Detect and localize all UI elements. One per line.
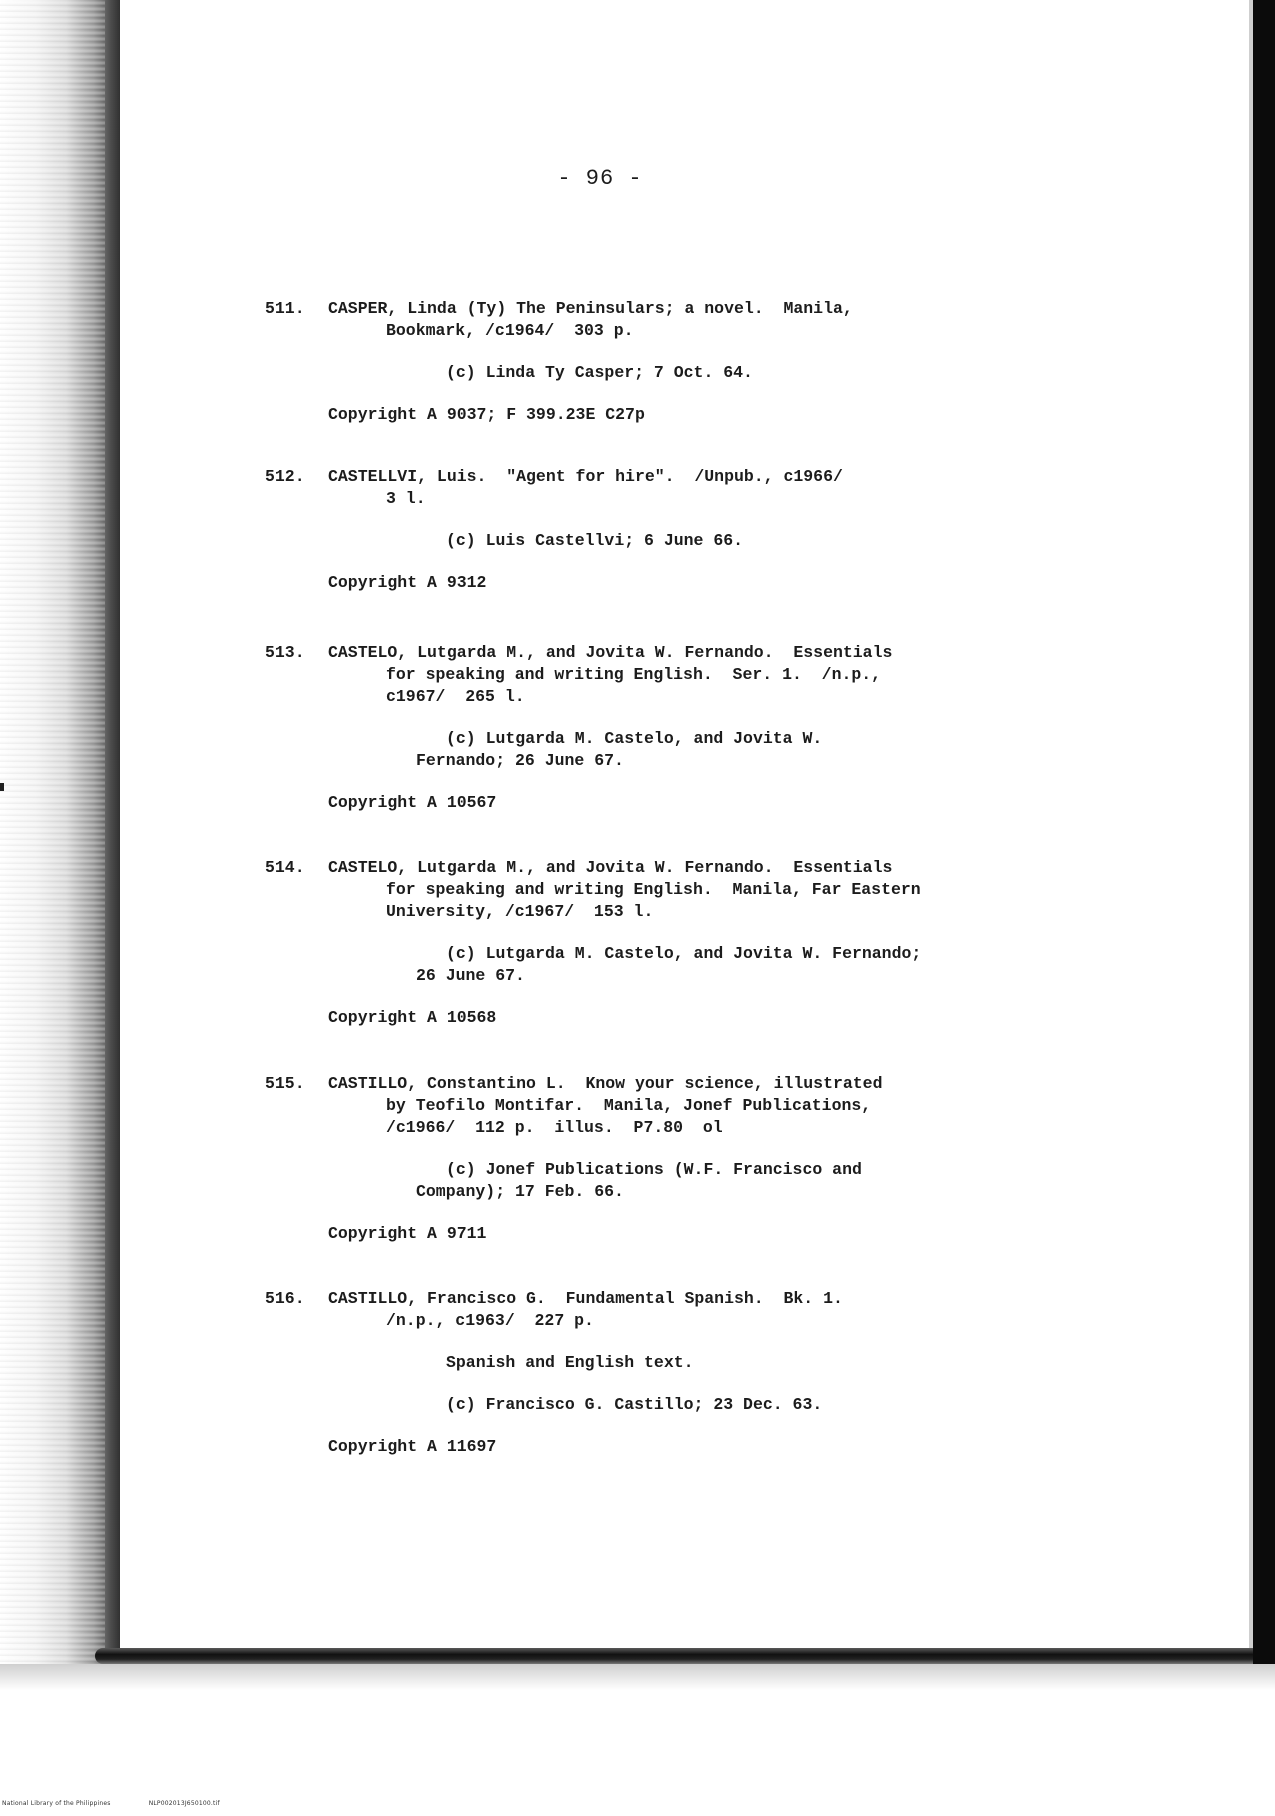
entry-heading-cont: for speaking and writing English. Ser. 1. /n.p., <box>386 665 882 684</box>
entry-heading-cont: /n.p., c1963/ 227 p. <box>386 1311 594 1330</box>
page-number: - 96 - <box>557 166 643 191</box>
footer-file-id: NLP002013J650100.tif <box>148 1800 220 1807</box>
entry-claimant: (c) Jonef Publications (W.F. Francisco and <box>446 1160 862 1179</box>
catalog-entry-511 <box>265 298 1005 426</box>
entry-claimant-cont: 26 June 67. <box>416 966 525 985</box>
entry-heading-cont: 3 l. <box>386 489 426 508</box>
entry-claimant-cont: Company); 17 Feb. 66. <box>416 1182 624 1201</box>
entry-copyright: Copyright A 10568 <box>328 1008 497 1027</box>
scan-footer <box>2 1800 256 1807</box>
catalog-entry-513 <box>265 642 1005 814</box>
scan-shadow-bottom <box>95 1648 1253 1664</box>
scan-noise-left <box>0 0 105 1690</box>
entry-number: 511. <box>265 299 305 318</box>
entry-heading-cont: University, /c1967/ 153 l. <box>386 902 654 921</box>
entry-copyright: Copyright A 9037; F 399.23E C27p <box>328 405 645 424</box>
entry-claimant: (c) Lutgarda M. Castelo, and Jovita W. Fernando; <box>446 944 922 963</box>
entry-heading: CASPER, Linda (Ty) The Peninsulars; a novel. Manila, <box>328 299 853 318</box>
entry-claimant: (c) Lutgarda M. Castelo, and Jovita W. <box>446 729 823 748</box>
footer-library: National Library of the Philippines <box>2 1800 111 1807</box>
scan-border-right <box>1253 0 1275 1690</box>
entry-heading: CASTELLVI, Luis. "Agent for hire". /Unpub., c1966/ <box>328 467 843 486</box>
entry-copyright: Copyright A 11697 <box>328 1437 497 1456</box>
entry-claimant: (c) Luis Castellvi; 6 June 66. <box>446 531 744 550</box>
scan-fade-bottom <box>0 1664 1275 1690</box>
entry-claimant: (c) Francisco G. Castillo; 23 Dec. 63. <box>446 1395 823 1414</box>
entry-note: Spanish and English text. <box>446 1353 694 1372</box>
catalog-entry-514 <box>265 857 1005 1029</box>
entry-heading-cont: /c1966/ 112 p. illus. P7.80 ol <box>386 1118 723 1137</box>
entry-heading-cont: for speaking and writing English. Manila, Far Eastern <box>386 880 921 899</box>
entry-copyright: Copyright A 9312 <box>328 573 487 592</box>
entry-heading: CASTELO, Lutgarda M., and Jovita W. Fernando. Essentials <box>328 643 893 662</box>
entry-number: 512. <box>265 467 305 486</box>
entry-copyright: Copyright A 9711 <box>328 1224 487 1243</box>
entry-number: 516. <box>265 1289 305 1308</box>
catalog-entry-516 <box>265 1288 1005 1458</box>
entry-number: 515. <box>265 1074 305 1093</box>
entry-heading-cont: c1967/ 265 l. <box>386 687 525 706</box>
entry-heading-cont: by Teofilo Montifar. Manila, Jonef Publications, <box>386 1096 872 1115</box>
entry-heading-cont: Bookmark, /c1964/ 303 p. <box>386 321 634 340</box>
entry-heading: CASTELO, Lutgarda M., and Jovita W. Fernando. Essentials <box>328 858 893 877</box>
entry-number: 514. <box>265 858 305 877</box>
scan-speck <box>0 783 4 791</box>
entry-number: 513. <box>265 643 305 662</box>
entry-heading: CASTILLO, Constantino L. Know your science, illustrated <box>328 1074 883 1093</box>
catalog-entry-515 <box>265 1073 1005 1245</box>
catalog-entry-512 <box>265 466 1005 594</box>
entry-claimant-cont: Fernando; 26 June 67. <box>416 751 624 770</box>
entry-claimant: (c) Linda Ty Casper; 7 Oct. 64. <box>446 363 753 382</box>
entry-copyright: Copyright A 10567 <box>328 793 497 812</box>
entry-heading: CASTILLO, Francisco G. Fundamental Spanish. Bk. 1. <box>328 1289 843 1308</box>
